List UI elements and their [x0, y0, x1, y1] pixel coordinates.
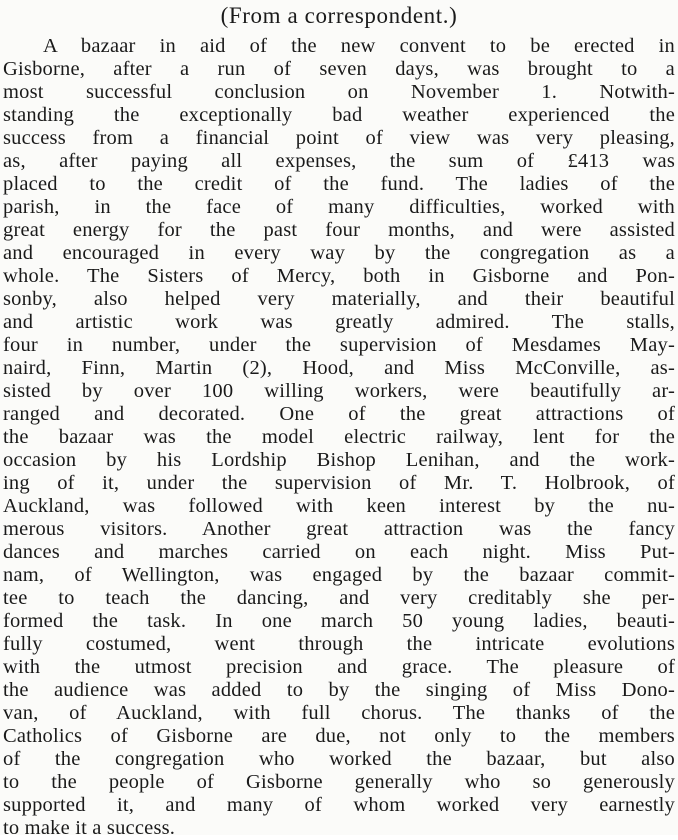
article-line: sonby, also helped very materially, and their beautiful	[3, 288, 675, 310]
article-line: of the congregation who worked the bazaar, but also	[3, 748, 675, 770]
article-line: the bazaar was the model electric railway, lent for the	[3, 426, 675, 448]
article-line: to the people of Gisborne generally who so generously	[3, 771, 675, 793]
article-line: and artistic work was greatly admired. The stalls,	[3, 311, 675, 333]
article-line: merous visitors. Another great attraction was the fancy	[3, 518, 675, 540]
article-line: parish, in the face of many difficulties, worked with	[3, 196, 675, 218]
article-line: Gisborne, after a run of seven days, was brought to a	[3, 58, 675, 80]
article-line: as, after paying all expenses, the sum of £413 was	[3, 150, 675, 172]
article-line: supported it, and many of whom worked very earnestly	[3, 794, 675, 816]
article-line: A bazaar in aid of the new convent to be erected in	[43, 35, 675, 57]
article-line: tee to teach the dancing, and very creditably she per-	[3, 587, 675, 609]
article-line: ing of it, under the supervision of Mr. T. Holbrook, of	[3, 472, 675, 494]
article-line: whole. The Sisters of Mercy, both in Gisborne and Pon-	[3, 265, 675, 287]
article-line: great energy for the past four months, and were assisted	[3, 219, 675, 241]
article-line: naird, Finn, Martin (2), Hood, and Miss McConville, as-	[3, 357, 675, 379]
article-line: dances and marches carried on each night. Miss Put-	[3, 541, 675, 563]
article-line: formed the task. In one march 50 young ladies, beauti-	[3, 610, 675, 632]
article-line: Auckland, was followed with keen interest by the nu-	[3, 495, 675, 517]
article-line: nam, of Wellington, was engaged by the bazaar commit-	[3, 564, 675, 586]
article-line: the audience was added to by the singing of Miss Dono-	[3, 679, 675, 701]
article-line: most successful conclusion on November 1. Notwith-	[3, 81, 675, 103]
article-subheading: (From a correspondent.)	[220, 3, 458, 28]
article-line: standing the exceptionally bad weather experienced the	[3, 104, 675, 126]
article-line: placed to the credit of the fund. The ladies of the	[3, 173, 675, 195]
article-line: to make it a success.	[3, 817, 176, 839]
article-line: and encouraged in every way by the congregation as a	[3, 242, 675, 264]
article-line: sisted by over 100 willing workers, were beautifully ar-	[3, 380, 675, 402]
article-line: four in number, under the supervision of Mesdames May-	[3, 334, 675, 356]
article-line: ranged and decorated. One of the great attractions of	[3, 403, 675, 425]
article-line: fully costumed, went through the intricate evolutions	[3, 633, 675, 655]
article-line: success from a financial point of view was very pleasing,	[3, 127, 675, 149]
article-line: van, of Auckland, with full chorus. The thanks of the	[3, 702, 675, 724]
article-body	[3, 35, 675, 840]
article-line: with the utmost precision and grace. The pleasure of	[3, 656, 675, 678]
article-line: Catholics of Gisborne are due, not only to the members	[3, 725, 675, 747]
article-line: occasion by his Lordship Bishop Lenihan, and the work-	[3, 449, 675, 471]
